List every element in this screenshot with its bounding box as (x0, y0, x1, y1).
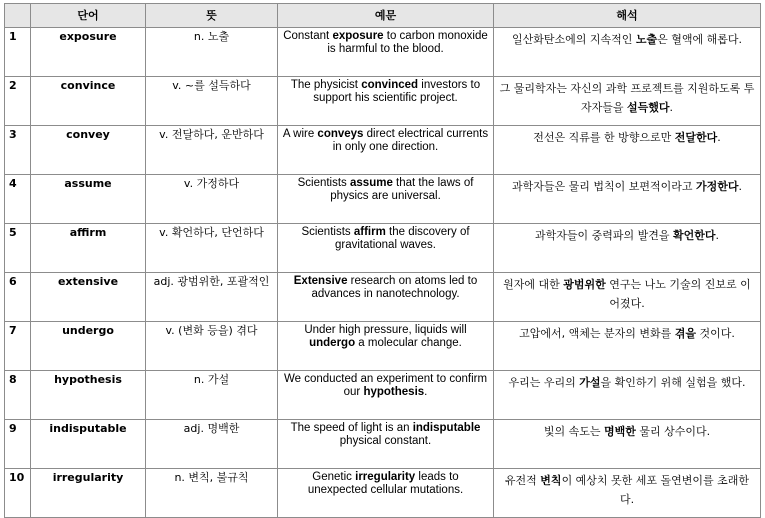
row-number: 6 (5, 273, 31, 322)
word-meaning: v. 전달하다, 운반하다 (146, 126, 278, 175)
translation-sentence: 과학자들이 중력파의 발견을 확언한다. (494, 224, 761, 273)
table-row (5, 469, 761, 518)
word-meaning: v. 확언하다, 단언하다 (146, 224, 278, 273)
header-word: 단어 (31, 4, 146, 28)
highlighted-term: 노출 (635, 33, 658, 46)
header-translation: 해석 (494, 4, 761, 28)
header-example: 예문 (278, 4, 494, 28)
table-row (5, 224, 761, 273)
highlighted-term: 광범위한 (563, 278, 606, 291)
highlighted-term: 가정한다 (696, 180, 739, 193)
table-row (5, 175, 761, 224)
table-row (5, 371, 761, 420)
highlighted-term: 확언한다 (673, 229, 716, 242)
table-row (5, 77, 761, 126)
example-sentence: The physicist convinced investors to support his scientific project. (278, 77, 494, 126)
translation-sentence: 우리는 우리의 가설을 확인하기 위해 실험을 했다. (494, 371, 761, 420)
table-row (5, 420, 761, 469)
word-meaning: n. 가설 (146, 371, 278, 420)
header-number (5, 4, 31, 28)
translation-sentence: 일산화탄소에의 지속적인 노출은 혈액에 해롭다. (494, 28, 761, 77)
vocab-word: convey (31, 126, 146, 175)
highlighted-term: 가설 (579, 376, 601, 389)
row-number: 5 (5, 224, 31, 273)
example-sentence: Scientists affirm the discovery of gravitational waves. (278, 224, 494, 273)
highlighted-term: convinced (361, 79, 419, 91)
vocab-word: undergo (31, 322, 146, 371)
row-number: 3 (5, 126, 31, 175)
translation-sentence: 고압에서, 액체는 분자의 변화를 겪을 것이다. (494, 322, 761, 371)
table-row (5, 322, 761, 371)
table-body (5, 28, 761, 518)
vocab-word: convince (31, 77, 146, 126)
table-header (5, 4, 761, 28)
word-meaning: v. 가정하다 (146, 175, 278, 224)
row-number: 4 (5, 175, 31, 224)
example-sentence: Constant exposure to carbon monoxide is harmful to the blood. (278, 28, 494, 77)
highlighted-term: undergo (309, 337, 356, 350)
highlighted-term: indisputable (412, 422, 481, 434)
vocabulary-table (4, 3, 761, 518)
highlighted-term: hypothesis (363, 386, 425, 399)
translation-sentence: 전선은 직류를 한 방향으로만 전달한다. (494, 126, 761, 175)
highlighted-term: 변칙 (540, 474, 562, 487)
vocab-word: assume (31, 175, 146, 224)
translation-sentence: 빛의 속도는 명백한 물리 상수이다. (494, 420, 761, 469)
row-number: 9 (5, 420, 31, 469)
translation-sentence: 그 물리학자는 자신의 과학 프로젝트를 지원하도록 투자자들을 설득했다. (494, 77, 761, 126)
example-sentence: Scientists assume that the laws of physics are universal. (278, 175, 494, 224)
highlighted-term: conveys (317, 128, 364, 140)
table-row (5, 273, 761, 322)
vocab-word: indisputable (31, 420, 146, 469)
highlighted-term: 전달한다 (674, 131, 718, 144)
highlighted-term: assume (350, 177, 393, 189)
word-meaning: adj. 명백한 (146, 420, 278, 469)
row-number: 8 (5, 371, 31, 420)
header-row (5, 4, 761, 28)
table-row (5, 126, 761, 175)
word-meaning: n. 노출 (146, 28, 278, 77)
word-meaning: n. 변칙, 불규칙 (146, 469, 278, 518)
row-number: 2 (5, 77, 31, 126)
row-number: 7 (5, 322, 31, 371)
example-sentence: Genetic irregularity leads to unexpected cellular mutations. (278, 469, 494, 518)
translation-sentence: 유전적 변칙이 예상치 못한 세포 돌연변이를 초래한다. (494, 469, 761, 518)
vocab-word: extensive (31, 273, 146, 322)
header-meaning: 뜻 (146, 4, 278, 28)
highlighted-term: 겪을 (674, 327, 696, 340)
row-number: 1 (5, 28, 31, 77)
vocab-word: affirm (31, 224, 146, 273)
example-sentence: We conducted an experiment to confirm our hypothesis. (278, 371, 494, 420)
highlighted-term: 명백한 (603, 425, 636, 438)
highlighted-term: 설득했다 (627, 101, 670, 115)
translation-sentence: 과학자들은 물리 법칙이 보편적이라고 가정한다. (494, 175, 761, 224)
example-sentence: Extensive research on atoms led to advances in nanotechnology. (278, 273, 494, 322)
row-number: 10 (5, 469, 31, 518)
word-meaning: adj. 광범위한, 포괄적인 (146, 273, 278, 322)
example-sentence: The speed of light is an indisputable physical constant. (278, 420, 494, 469)
word-meaning: v. (변화 등을) 겪다 (146, 322, 278, 371)
table-row (5, 28, 761, 77)
example-sentence: Under high pressure, liquids will undergo a molecular change. (278, 322, 494, 371)
highlighted-term: Extensive (293, 275, 348, 287)
translation-sentence: 원자에 대한 광범위한 연구는 나노 기술의 진보로 이어졌다. (494, 273, 761, 322)
vocab-word: irregularity (31, 469, 146, 518)
word-meaning: v. ~를 설득하다 (146, 77, 278, 126)
example-sentence: A wire conveys direct electrical currents in only one direction. (278, 126, 494, 175)
highlighted-term: affirm (353, 226, 386, 238)
vocab-word: exposure (31, 28, 146, 77)
vocab-word: hypothesis (31, 371, 146, 420)
highlighted-term: exposure (332, 30, 384, 42)
highlighted-term: irregularity (355, 471, 416, 483)
